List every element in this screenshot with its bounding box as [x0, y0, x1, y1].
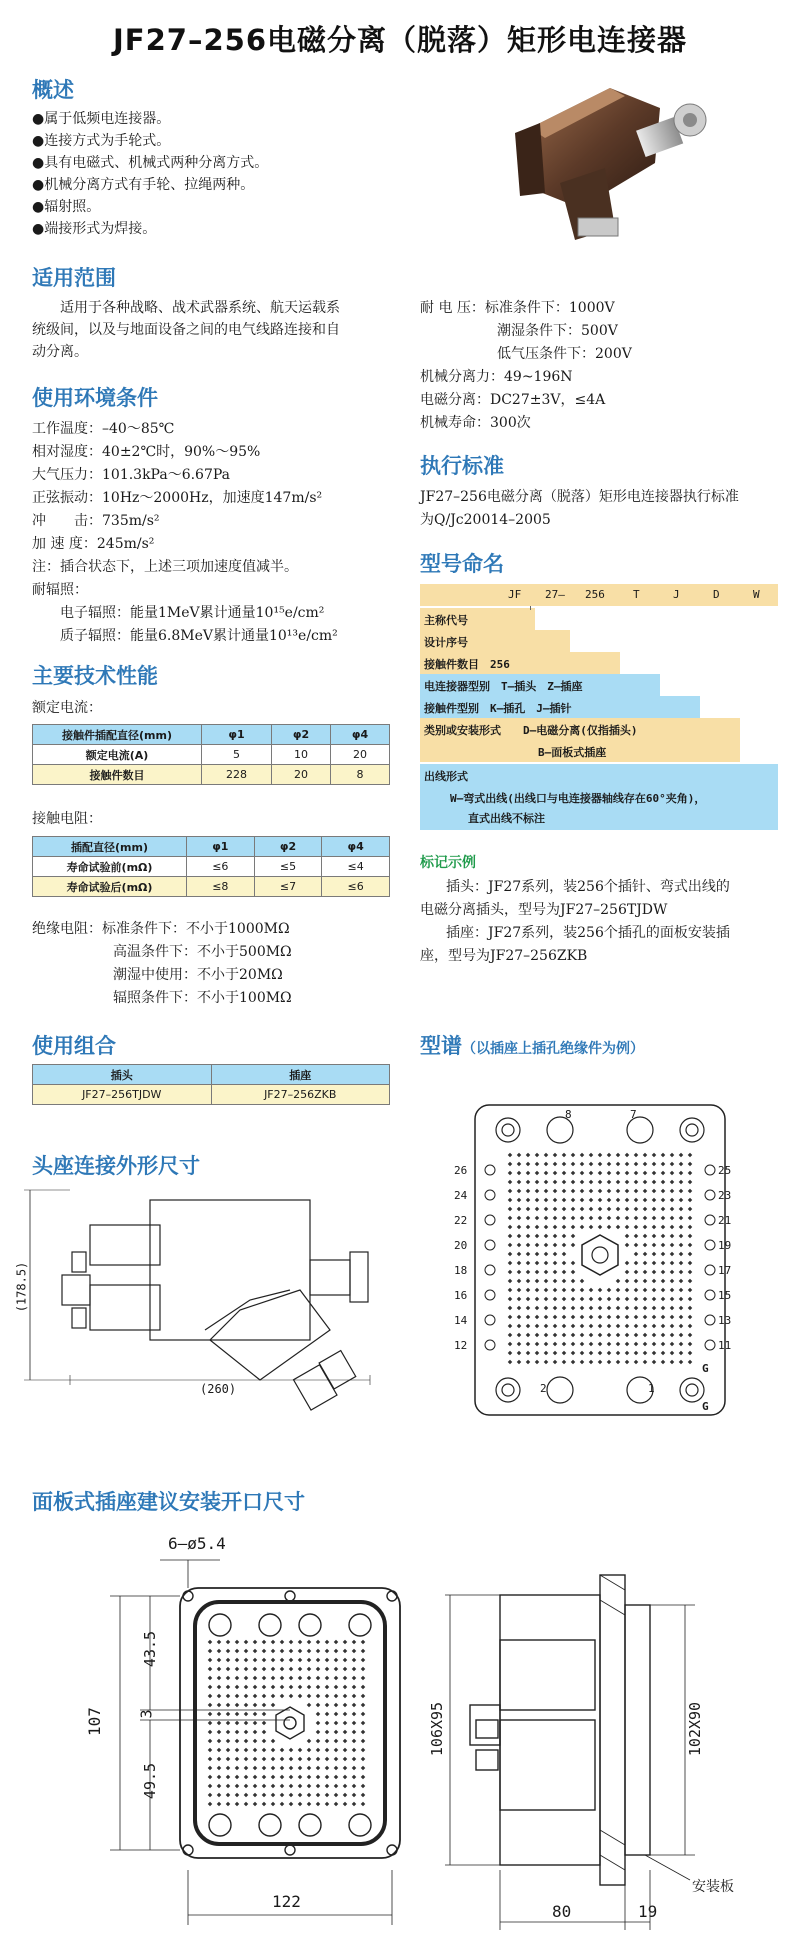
ground-label: G: [702, 1400, 709, 1413]
dim-label: 19: [638, 1902, 658, 1921]
panel-dim-heading: 面板式插座建议安装开口尺寸: [32, 1490, 305, 1514]
env-line: 正弦振动：10Hz～2000Hz，加速度147m/s²: [32, 490, 323, 506]
model-code: JF: [508, 588, 522, 601]
table-cell: 接触件数目: [33, 765, 202, 785]
outlet-line: 直式出线不标注: [468, 812, 545, 825]
model-code: W: [753, 588, 760, 601]
model-diagram: [420, 584, 778, 854]
spectrum-heading: [420, 1030, 644, 1060]
spectrum-drawing: [454, 1100, 732, 1420]
pin-label: 8: [565, 1108, 572, 1121]
pin-label: 19: [718, 1239, 732, 1252]
table-cell: 寿命试验前(mΩ): [33, 857, 187, 877]
model-code: T: [633, 588, 640, 601]
table-header: 插配直径(mm): [33, 837, 187, 857]
env-line: 工作温度：–40～85℃: [32, 421, 175, 437]
model-row: 类别或安装形式 D–电磁分离(仅指插头): [424, 724, 638, 737]
example-line: 插头：JF27系列，装256个插针、弯式出线的: [446, 879, 730, 895]
model-code: J: [673, 588, 680, 601]
insulation-line: 高温条件下：不小于500MΩ: [113, 944, 292, 960]
dim-label: 49.5: [141, 1762, 160, 1800]
overview-item: ●具有电磁式、机械式两种分离方式。: [32, 155, 269, 171]
table-cell: ≤5: [254, 857, 322, 877]
scope-line: 统级间，以及与地面设备之间的电气线路连接和自: [32, 322, 340, 338]
table-header: φ2: [272, 725, 331, 745]
table-header: φ4: [322, 837, 390, 857]
model-row: 主称代号: [424, 614, 468, 627]
env-line: 电子辐照：能量1MeV累计通量10¹⁵e/cm²: [60, 605, 325, 621]
width-dim: (260): [200, 1382, 237, 1396]
current-table: [32, 724, 390, 785]
model-code: 27–: [545, 588, 565, 601]
overview-item: ●机械分离方式有手轮、拉绳两种。: [32, 177, 255, 193]
table-header: 接触件插配直径(mm): [33, 725, 202, 745]
table-cell: JF27–256TJDW: [33, 1085, 212, 1105]
spec-line: 电磁分离：DC27±3V，≤4A: [420, 392, 606, 408]
model-row: B–面板式插座: [538, 746, 607, 759]
table-cell: 8: [331, 765, 390, 785]
dim-label: 43.5: [141, 1630, 160, 1668]
insulation-line: 辐照条件下：不小于100MΩ: [113, 990, 292, 1006]
dim-label: 107: [84, 1707, 104, 1736]
current-label: 额定电流：: [32, 700, 102, 716]
tech-heading: 主要技术性能: [32, 664, 158, 688]
dim-label: 80: [552, 1902, 572, 1921]
spec-line: 潮湿条件下：500V: [497, 323, 618, 339]
model-heading: 型号命名: [420, 552, 504, 576]
spec-line: 机械分离力：49~196N: [420, 369, 573, 385]
example-line: 电磁分离插头，型号为JF27–256TJDW: [420, 902, 668, 918]
head-dim-drawing: [10, 1180, 390, 1420]
dim-label: 106X95: [428, 1701, 447, 1757]
env-heading: 使用环境条件: [32, 386, 158, 410]
pin-label: 15: [718, 1289, 732, 1302]
table-header: 插座: [211, 1065, 390, 1085]
pin-label: 14: [454, 1314, 468, 1327]
table-cell: 5: [202, 745, 272, 765]
overview-item: ●辐射照。: [32, 199, 101, 215]
table-cell: 寿命试验后(mΩ): [33, 877, 187, 897]
example-heading: 标记示例: [420, 855, 476, 871]
overview-item: ●属于低频电连接器。: [32, 111, 171, 127]
dim-label: 122: [272, 1892, 301, 1911]
overview-item: ●端接形式为焊接。: [32, 221, 157, 237]
table-header: 插头: [33, 1065, 212, 1085]
pin-label: 22: [454, 1214, 468, 1227]
dim-label: 3: [137, 1709, 156, 1719]
spec-line: 机械寿命：300次: [420, 415, 531, 431]
pin-label: 7: [630, 1108, 637, 1121]
spec-line: 耐 电 压：标准条件下：1000V: [420, 300, 615, 316]
dim-label: 102X90: [686, 1701, 705, 1757]
table-header: φ2: [254, 837, 322, 857]
overview-heading: 概述: [32, 78, 74, 102]
model-row: 设计序号: [424, 636, 468, 649]
table-cell: ≤4: [322, 857, 390, 877]
spectrum-note: （以插座上插孔绝缘件为例）: [462, 1041, 644, 1057]
example-line: 插座：JF27系列，装256个插孔的面板安装插: [446, 925, 730, 941]
model-row: 接触件数目 256: [424, 658, 510, 671]
model-row: 接触件型别 K–插孔 J–插针: [424, 702, 572, 715]
outlet-label: 出线形式: [424, 770, 468, 783]
head-dim-heading: 头座连接外形尺寸: [32, 1154, 200, 1178]
scope-line: 动分离。: [32, 344, 88, 360]
pin-label: 2: [540, 1382, 547, 1395]
overview-item: ●连接方式为手轮式。: [32, 133, 171, 149]
table-header: φ4: [331, 725, 390, 745]
pin-label: 12: [454, 1339, 468, 1352]
pin-label: 21: [718, 1214, 732, 1227]
env-line: 相对湿度：40±2℃时，90%～95%: [32, 444, 261, 460]
combo-table: [32, 1064, 390, 1105]
ground-label: G: [702, 1362, 709, 1375]
insulation-line: 绝缘电阻：标准条件下：不小于1000MΩ: [32, 921, 290, 937]
pin-label: 13: [718, 1314, 732, 1327]
scope-line: 适用于各种战略、战术武器系统、航天运载系: [60, 300, 340, 316]
scope-heading: 适用范围: [32, 266, 116, 290]
pin-label: 26: [454, 1164, 468, 1177]
standard-heading: 执行标准: [420, 454, 504, 478]
outlet-line: W–弯式出线(出线口与电连接器轴线存在60°夹角)，: [450, 792, 706, 805]
env-line: 质子辐照：能量6.8MeV累计通量10¹³e/cm²: [60, 628, 338, 644]
pin-label: 1: [648, 1382, 655, 1395]
spectrum-title: 型谱: [420, 1034, 462, 1058]
table-cell: 10: [272, 745, 331, 765]
panel-front-drawing: [50, 1530, 430, 1950]
table-header: φ1: [187, 837, 255, 857]
page-title: JF27–256电磁分离（脱落）矩形电连接器: [113, 23, 687, 57]
env-line: 大气压力：101.3kPa～6.67Pa: [32, 467, 231, 483]
panel-side-drawing: [428, 1530, 780, 1950]
contact-label: 接触电阻：: [32, 811, 102, 827]
env-line: 注：插合状态下，上述三项加速度值减半。: [32, 559, 298, 575]
insulation-line: 潮湿中使用：不小于20MΩ: [113, 967, 283, 983]
table-cell: 额定电流(A): [33, 745, 202, 765]
overview-list: [32, 108, 432, 240]
pin-label: 17: [718, 1264, 732, 1277]
pin-label: 11: [718, 1339, 732, 1352]
pin-label: 24: [454, 1189, 468, 1202]
height-dim: (178.5): [14, 1261, 29, 1313]
table-header: φ1: [202, 725, 272, 745]
model-code: 256: [585, 588, 605, 601]
table-cell: ≤8: [187, 877, 255, 897]
example-line: 座，型号为JF27–256ZKB: [420, 948, 588, 964]
table-cell: ≤6: [322, 877, 390, 897]
table-cell: JF27–256ZKB: [211, 1085, 390, 1105]
standard-line: JF27–256电磁分离（脱落）矩形电连接器执行标准: [420, 489, 739, 505]
plate-label: 安装板: [692, 1879, 734, 1895]
env-line: 耐辐照：: [32, 582, 88, 598]
pin-label: 25: [718, 1164, 732, 1177]
product-photo: [490, 68, 720, 248]
model-code: D: [713, 588, 720, 601]
standard-line: 为Q/Jc20014–2005: [420, 512, 551, 528]
env-line: 加 速 度：245m/s²: [32, 536, 155, 552]
contact-table: [32, 836, 390, 897]
holes-label: 6–ø5.4: [168, 1534, 226, 1553]
env-line: 冲 击：735m/s²: [32, 513, 160, 529]
spec-line: 低气压条件下：200V: [497, 346, 632, 362]
table-cell: ≤6: [187, 857, 255, 877]
table-cell: 20: [272, 765, 331, 785]
combo-heading: 使用组合: [32, 1034, 116, 1058]
table-cell: 20: [331, 745, 390, 765]
table-cell: 228: [202, 765, 272, 785]
pin-label: 20: [454, 1239, 468, 1252]
table-cell: ≤7: [254, 877, 322, 897]
model-row: 电连接器型别 T–插头 Z–插座: [424, 680, 583, 693]
pin-label: 16: [454, 1289, 468, 1302]
pin-label: 18: [454, 1264, 468, 1277]
pin-label: 23: [718, 1189, 732, 1202]
